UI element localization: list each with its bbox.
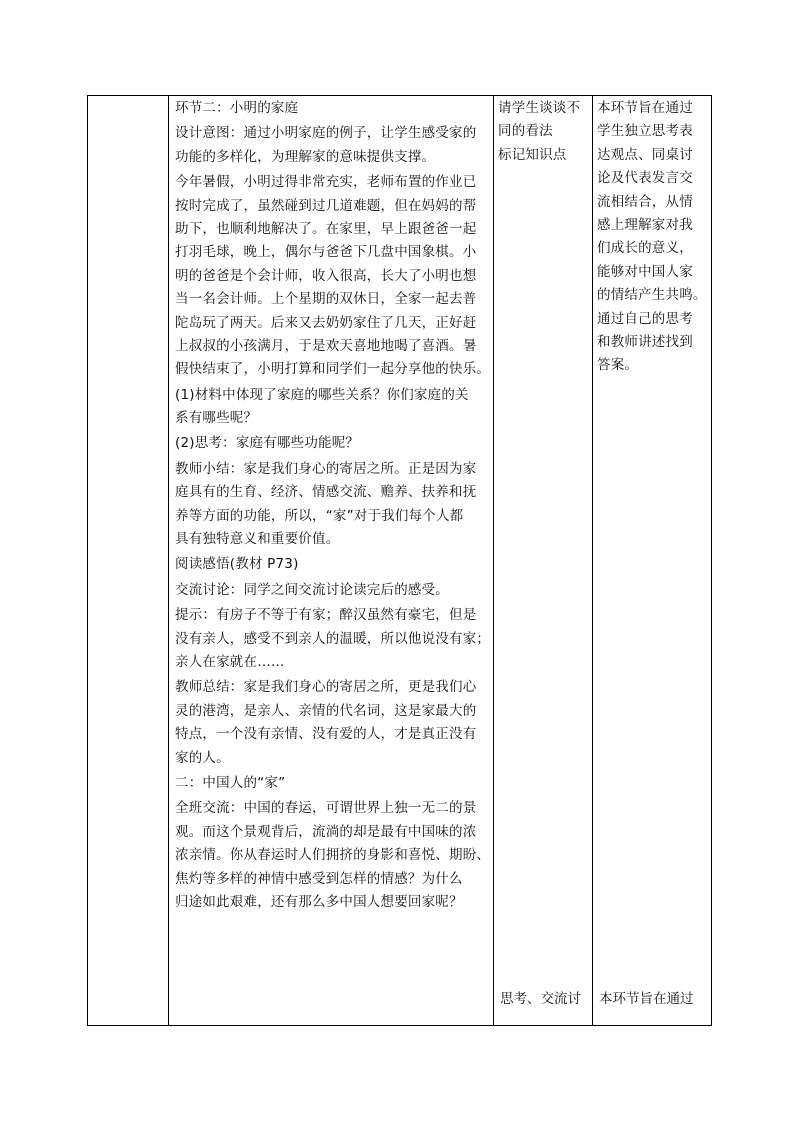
student-activity-cell <box>494 96 593 1026</box>
text-line: 没有亲人，感受不到亲人的温暖，所以他说没有家； <box>175 630 491 647</box>
table-row <box>88 96 712 1026</box>
text-line: 提示：有房子不等于有家；醉汉虽然有豪宅，但是 <box>175 607 477 624</box>
text-line: 功能的多样化，为理解家的意味提供支撑。 <box>175 148 436 165</box>
text-line: 本环节旨在通过 <box>597 100 693 116</box>
text-line: 养等方面的功能，所以，“家”对于我们每个人都 <box>175 507 464 524</box>
text-line: 当一名会计师。上个星期的双休日，全家一起去普 <box>175 291 477 308</box>
text-line: 设计意图：通过小明家庭的例子，让学生感受家的 <box>175 125 477 142</box>
text-line: 学生独立思考表 <box>597 123 693 140</box>
text-line: 能够对中国人家 <box>597 263 693 280</box>
blank-cell <box>88 96 169 1026</box>
text-line: 陀岛玩了两天。后来又去奶奶家住了几天，正好赶 <box>175 314 477 331</box>
text-line: 感上理解家对我 <box>597 216 693 233</box>
text-line: 庭具有的生育、经济、情感交流、赡养、扶养和抚 <box>175 484 477 501</box>
text-line: 明的爸爸是个会计师，收入很高，长大了小明也想 <box>175 267 477 284</box>
student-activity-next: 思考、交流讨 <box>500 990 581 1007</box>
text-line: 同的看法 <box>498 123 553 140</box>
design-intent-text <box>593 96 711 378</box>
text-line: (1)材料中体现了家庭的哪些关系？你们家庭的关 <box>175 386 469 403</box>
text-line: 按时完成了，虽然碰到过几道难题，但在妈妈的帮 <box>175 197 477 214</box>
design-intent-next: 本环节旨在通过 <box>599 990 694 1007</box>
text-line: 通过自己的思考 <box>597 310 693 327</box>
text-line: 家的人。 <box>175 749 230 766</box>
lesson-plan-table <box>87 95 712 1026</box>
text-line: 教师小结：家是我们身心的寄居之所。正是因为家 <box>175 460 477 477</box>
design-intent-cell <box>593 96 712 1026</box>
text-line: 标记知识点 <box>498 146 567 163</box>
text-line: 论及代表发言交 <box>597 170 693 187</box>
text-line: 打羽毛球，晚上，偶尔与爸爸下几盘中国象棋。小 <box>175 244 477 261</box>
text-line: 的情结产生共鸣。 <box>597 287 707 304</box>
text-line: 假快结束了，小明打算和同学们一起分享他的快乐。 <box>175 361 491 378</box>
text-line: 浓亲情。你从春运时人们拥挤的身影和喜悦、期盼、 <box>175 847 491 864</box>
text-line: 流相结合，从情 <box>597 193 693 210</box>
text-line: 特点，一个没有亲情、没有爱的人，才是真正没有 <box>175 726 477 743</box>
text-line: 灵的港湾，是亲人、亲情的代名词，这是家最大的 <box>175 702 477 719</box>
text-line: 请学生谈谈不 <box>498 100 581 116</box>
text-line: 二：中国人的“家” <box>175 774 286 791</box>
student-activity-text <box>494 96 592 167</box>
text-line: 教师总结：家是我们身心的寄居之所，更是我们心 <box>175 679 477 696</box>
text-line: 具有独特意义和重要价值。 <box>175 531 340 548</box>
text-line: 达观点、同桌讨 <box>597 146 693 163</box>
text-line: 环节二：小明的家庭 <box>175 100 299 116</box>
text-line: 上叔叔的小孩满月，于是欢天喜地地喝了喜酒。暑 <box>175 337 477 354</box>
text-line: 和教师讲述找到 <box>597 333 693 350</box>
text-line: 全班交流：中国的春运，可谓世界上独一无二的景 <box>175 800 477 817</box>
text-line: (2)思考：家庭有哪些功能呢？ <box>175 435 360 452</box>
text-line: 焦灼等多样的神情中感受到怎样的情感？为什么 <box>175 870 463 887</box>
text-line: 系有哪些呢？ <box>175 410 258 427</box>
text-line: 今年暑假，小明过得非常充实，老师布置的作业已 <box>175 174 477 191</box>
text-line: 阅读感悟(教材 P73) <box>175 556 299 573</box>
text-line: 归途如此艰难，还有那么多中国人想要回家呢？ <box>175 893 463 910</box>
teaching-process-cell <box>169 96 494 1026</box>
text-line: 观。而这个景观背后，流淌的却是最有中国味的浓 <box>175 823 477 840</box>
text-line: 们成长的意义， <box>597 240 693 257</box>
text-line: 交流讨论：同学之间交流讨论读完后的感受。 <box>175 581 449 598</box>
text-line: 亲人在家就在…… <box>175 653 285 670</box>
text-line: 助下，也顺利地解决了。在家里，早上跟爸爸一起 <box>175 220 477 237</box>
teaching-process-text <box>169 96 493 914</box>
text-line: 答案。 <box>597 357 639 374</box>
